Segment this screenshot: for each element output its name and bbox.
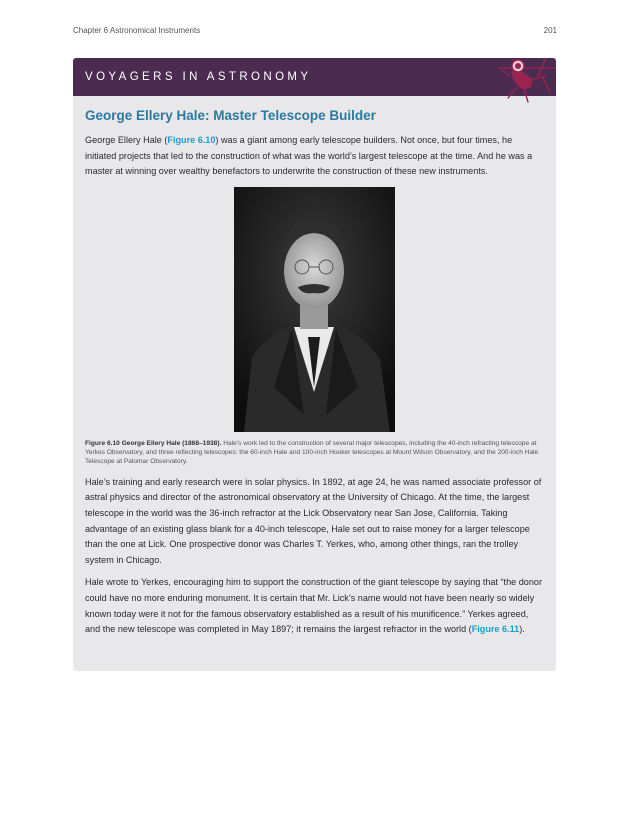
portrait-photo [234, 187, 395, 432]
banner-title: VOYAGERS IN ASTRONOMY [85, 71, 312, 83]
feature-box [73, 58, 556, 671]
feature-banner [73, 58, 556, 96]
intro-text-start: George Ellery Hale ( [85, 135, 168, 145]
chapter-title: Chapter 6 Astronomical Instruments [73, 26, 201, 35]
intro-paragraph [85, 133, 544, 180]
running-head [73, 26, 557, 35]
intro-text-end: ) was a giant among early telescope builders. Not once, but four times, he initiated projects that led to the construction of what was the world’s largest telescope at the time. And he was a master at winning over wealthy benefactors to underwrite the construction of these new instruments. [85, 135, 533, 177]
figure-label: Figure 6.10 George Ellery Hale (1868–1938). [85, 439, 222, 447]
figure-caption [85, 439, 544, 466]
feature-heading: George Ellery Hale: Master Telescope Builder [85, 108, 376, 123]
figure-caption-text: Hale’s work led to the construction of several major telescopes, including the 40-inch refracting telescope at Yerkes Observatory, and three reflecting telescopes: the 60-inch Hale and 100-inch Hooker telescopes at Mount Wilson Observatory, and the 200-inch Hale Telescope at Palomar Observatory. [85, 439, 539, 465]
figure-6-11-link[interactable]: Figure 6.11 [471, 624, 520, 635]
astronaut-telescope-icon [478, 58, 556, 108]
feature-content [73, 108, 556, 638]
figure-6-10-link[interactable]: Figure 6.10 [167, 135, 216, 145]
yerkes-text-start: Hale wrote to Yerkes, encouraging him to support the construction of the giant telescope by saying that “the donor could have no more enduring monument. It is certain that Mr. Lick’s name would not have been nearly so widely known today were it not for the famous observatory established as a result of his munificence.” Yerkes agreed, and the new telescope was completed in May 1897; it remains the largest refractor in the world ( [85, 577, 542, 635]
training-paragraph: Hale’s training and early research were in solar physics. In 1892, at age 24, he was named associate professor of astral physics and director of the astronomical observatory at the University of Chicago. At the time, the largest telescope in the world was the 36-inch refractor at the Lick Observatory near San Jose, California. Taking advantage of an existing glass blank for a 40-inch telescope, Hale set out to raise money for a larger telescope than the one at Lick. One prospective donor was Charles T. Yerkes, who, among other things, ran the trolley system in Chicago. [85, 476, 542, 565]
yerkes-text-end: ). [519, 624, 525, 635]
yerkes-paragraph [85, 575, 544, 637]
page-number: 201 [543, 26, 557, 35]
